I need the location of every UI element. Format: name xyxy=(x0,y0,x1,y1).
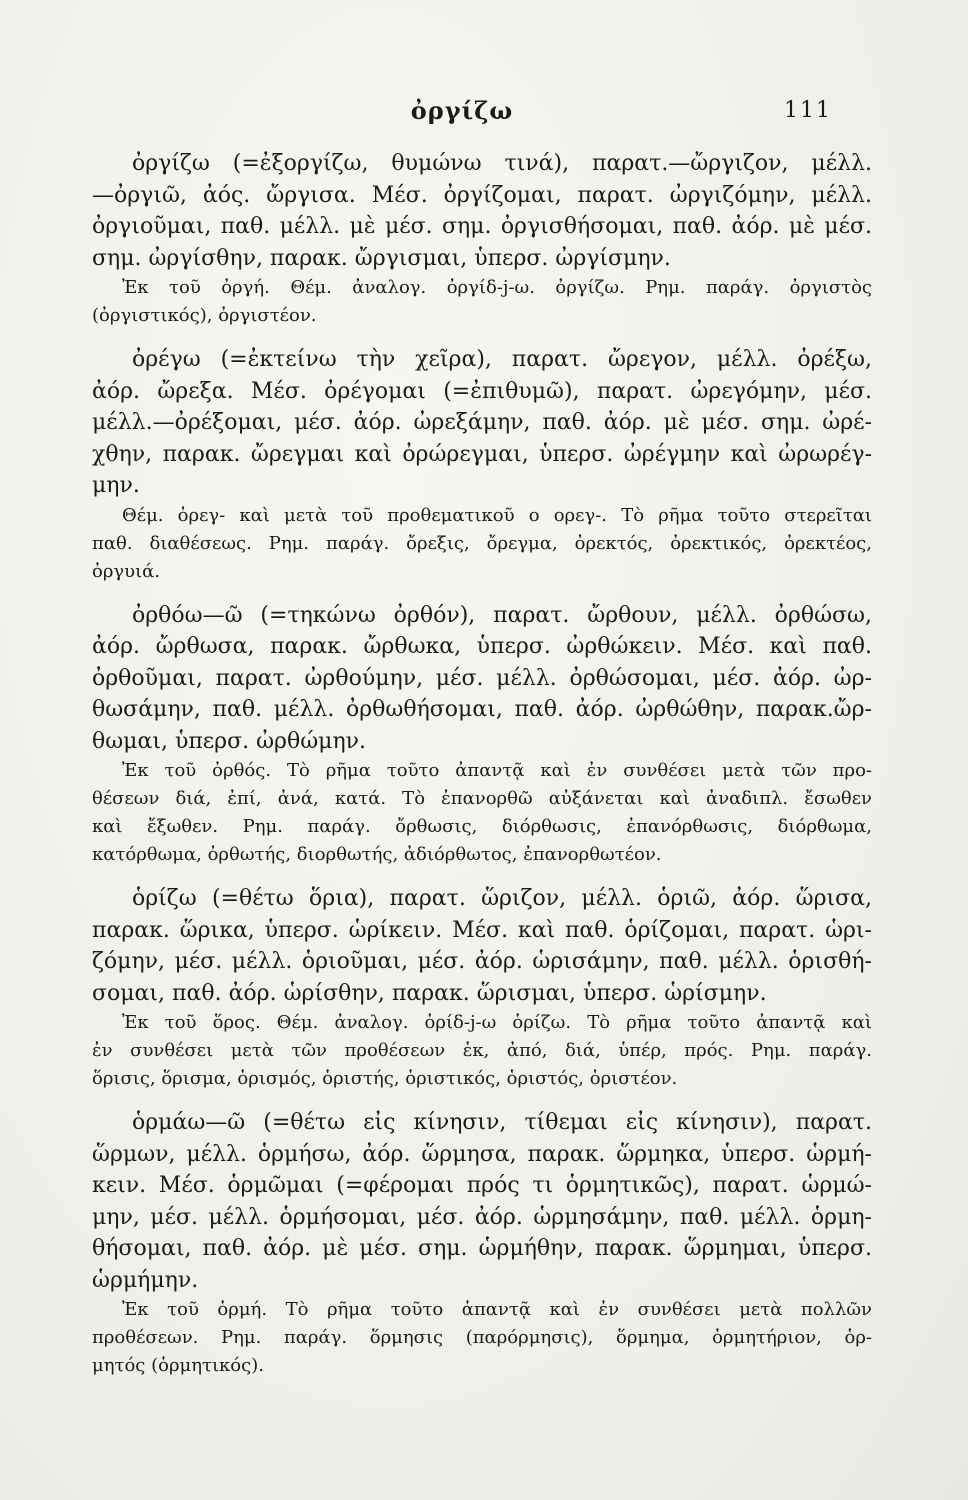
etymology-note-line: προθέσεων. Ρημ. παράγ. ὅρμησις (παρόρμησις), ὅρμημα, ὁρμητήριον, ὁρ- xyxy=(92,1327,872,1348)
entry-headword-line: ὀργίζω (=ἐξοργίζω, θυμώνω τινά), παρατ.—ὤργιζον, μέλλ. xyxy=(132,151,872,176)
entry-line: μην, μέσ. μέλλ. ὁρμήσομαι, μέσ. ἀόρ. ὡρμησάμην, παθ. μέλλ. ὁρμη- xyxy=(92,1204,872,1230)
entry-line: χθην, παρακ. ὤρεγμαι καὶ ὀρώρεγμαι, ὑπερσ. ὠρέγμην καὶ ὠρωρέγ- xyxy=(92,441,872,467)
entry-line: κειν. Μέσ. ὁρμῶμαι (=φέρομαι πρός τι ὁρμητικῶς), παρατ. ὡρμώ- xyxy=(92,1173,872,1198)
entry-line: θωσάμην, παθ. μέλλ. ὀρθωθήσομαι, παθ. ἀόρ. ὠρθώθην, παρακ.ὤρ- xyxy=(92,697,872,722)
entry-headword-line: ὁρμάω—ῶ (=θέτω εἰς κίνησιν, τίθεμαι εἰς κίνησιν), παρατ. xyxy=(132,1110,872,1135)
etymology-note-line: Ἐκ τοῦ ὀργή. Θέμ. ἀναλογ. ὀργίδ-j-ω. ὀργίζω. Ρημ. παράγ. ὀργιστὸς xyxy=(122,277,872,298)
entry-line: ἀόρ. ὤρθωσα, παρακ. ὤρθωκα, ὑπερσ. ὠρθώκειν. Μέσ. καὶ παθ. xyxy=(92,634,872,659)
etymology-note-line: καὶ ἔξωθεν. Ρημ. παράγ. ὄρθωσις, διόρθωσις, ἐπανόρθωσις, διόρθωμα, xyxy=(92,816,872,837)
dictionary-entry xyxy=(92,1107,872,1380)
entry-line: σημ. ὠργίσθην, παρακ. ὤργισμαι, ὑπερσ. ὠργίσμην. xyxy=(92,245,671,271)
entry-line: ὥρμων, μέλλ. ὁρμήσω, ἀόρ. ὥρμησα, παρακ. ὥρμηκα, ὑπερσ. ὡρμή- xyxy=(92,1141,872,1167)
etymology-note-line: θέσεων διά, ἐπί, ἀνά, κατά. Τὸ ἐπανορθῶ αὐξάνεται καὶ ἀναδιπλ. ἔσωθεν xyxy=(92,788,872,809)
etymology-note-line: Ἐκ τοῦ ὁρμή. Τὸ ρῆμα τοῦτο ἀπαντᾷ καὶ ἐν συνθέσει μετὰ πολλῶν xyxy=(122,1299,872,1320)
entry-line: θήσομαι, παθ. ἀόρ. μὲ μέσ. σημ. ὡρμήθην, παρακ. ὥρμημαι, ὑπερσ. xyxy=(92,1236,872,1261)
dictionary-entry xyxy=(92,344,872,586)
entry-line: ἀόρ. ὤρεξα. Μέσ. ὀρέγομαι (=ἐπιθυμῶ), παρατ. ὠρεγόμην, μέσ. xyxy=(92,378,872,404)
etymology-note-line: Ἐκ τοῦ ὀρθός. Τὸ ρῆμα τοῦτο ἀπαντᾷ καὶ ἐν συνθέσει μετὰ τῶν προ- xyxy=(122,760,872,781)
entry-line: ὡρμήμην. xyxy=(92,1267,199,1293)
etymology-note-line: Ἐκ τοῦ ὅρος. Θέμ. ἀναλογ. ὁρίδ-j-ω ὁρίζω. Τὸ ρῆμα τοῦτο ἀπαντᾷ καὶ xyxy=(122,1012,872,1033)
entry-line: παρακ. ὥρικα, ὑπερσ. ὡρίκειν. Μέσ. καὶ παθ. ὁρίζομαι, παρατ. ὡρι- xyxy=(92,917,872,943)
entry-line: —ὀργιῶ, ἀός. ὤργισα. Μέσ. ὀργίζομαι, παρατ. ὠργιζόμην, μέλλ. xyxy=(92,182,872,208)
etymology-note-line: ὅρισις, ὅρισμα, ὁρισμός, ὁριστής, ὁριστικός, ὁριστός, ὁριστέον. xyxy=(92,1068,678,1089)
entry-line: θωμαι, ὑπερσ. ὠρθώμην. xyxy=(92,728,367,754)
etymology-note-line: παθ. διαθέσεως. Ρημ. παράγ. ὄρεξις, ὄρεγμα, ὀρεκτός, ὀρεκτικός, ὀρεκτέος, xyxy=(92,532,872,554)
entry-headword-line: ὁρίζω (=θέτω ὅρια), παρατ. ὥριζον, μέλλ. ὁριῶ, ἀόρ. ὥρισα, xyxy=(132,886,872,911)
running-head: ὀργίζω xyxy=(410,96,514,125)
entry-line: ὀργιοῦμαι, παθ. μέλλ. μὲ μέσ. σημ. ὀργισθήσομαι, παθ. ἀόρ. μὲ μέσ. xyxy=(92,214,872,239)
entry-line: μέλλ.—ὀρέξομαι, μέσ. ἀόρ. ὠρεξάμην, παθ. ἀόρ. μὲ μέσ. σημ. ὠρέ- xyxy=(92,410,872,435)
etymology-note-line: ἐν συνθέσει μετὰ τῶν προθέσεων ἐκ, ἀπό, διά, ὑπέρ, πρός. Ρημ. παράγ. xyxy=(92,1040,872,1061)
dictionary-entry xyxy=(92,883,872,1093)
entry-line: σομαι, παθ. ἀόρ. ὡρίσθην, παρακ. ὥρισμαι, ὑπερσ. ὡρίσμην. xyxy=(92,980,767,1006)
etymology-note-line: κατόρθωμα, ὀρθωτής, διορθωτής, ἀδιόρθωτος, ἐπανορθωτέον. xyxy=(92,844,662,865)
entry-line: ὀρθοῦμαι, παρατ. ὠρθούμην, μέσ. μέλλ. ὀρθώσομαι, μέσ. ἀόρ. ὠρ- xyxy=(92,665,872,691)
entries-column xyxy=(92,148,872,1394)
page-number: 111 xyxy=(784,98,832,123)
entry-line: μην. xyxy=(92,473,140,498)
etymology-note-line: Θέμ. ὀρεγ- καὶ μετὰ τοῦ προθεματικοῦ ο ορεγ-. Τὸ ρῆμα τοῦτο στερεῖται xyxy=(122,504,872,526)
etymology-note-line: ὀργυιά. xyxy=(92,560,161,582)
dictionary-entry xyxy=(92,600,872,870)
entry-headword-line: ὀρθόω—ῶ (=τηκώνω ὀρθόν), παρατ. ὤρθουν, μέλλ. ὀρθώσω, xyxy=(132,602,872,628)
page-header xyxy=(92,96,832,136)
entry-line: ζόμην, μέσ. μέλλ. ὁριοῦμαι, μέσ. ἀόρ. ὡρισάμην, παθ. μέλλ. ὁρισθή- xyxy=(92,949,872,974)
etymology-note-line: (ὀργιστικός), ὀργιστέον. xyxy=(92,305,317,326)
etymology-note-line: μητός (ὁρμητικός). xyxy=(92,1355,264,1376)
dictionary-entry xyxy=(92,148,872,330)
entry-headword-line: ὀρέγω (=ἐκτείνω τὴν χεῖρα), παρατ. ὤρεγον, μέλλ. ὀρέξω, xyxy=(132,347,872,372)
